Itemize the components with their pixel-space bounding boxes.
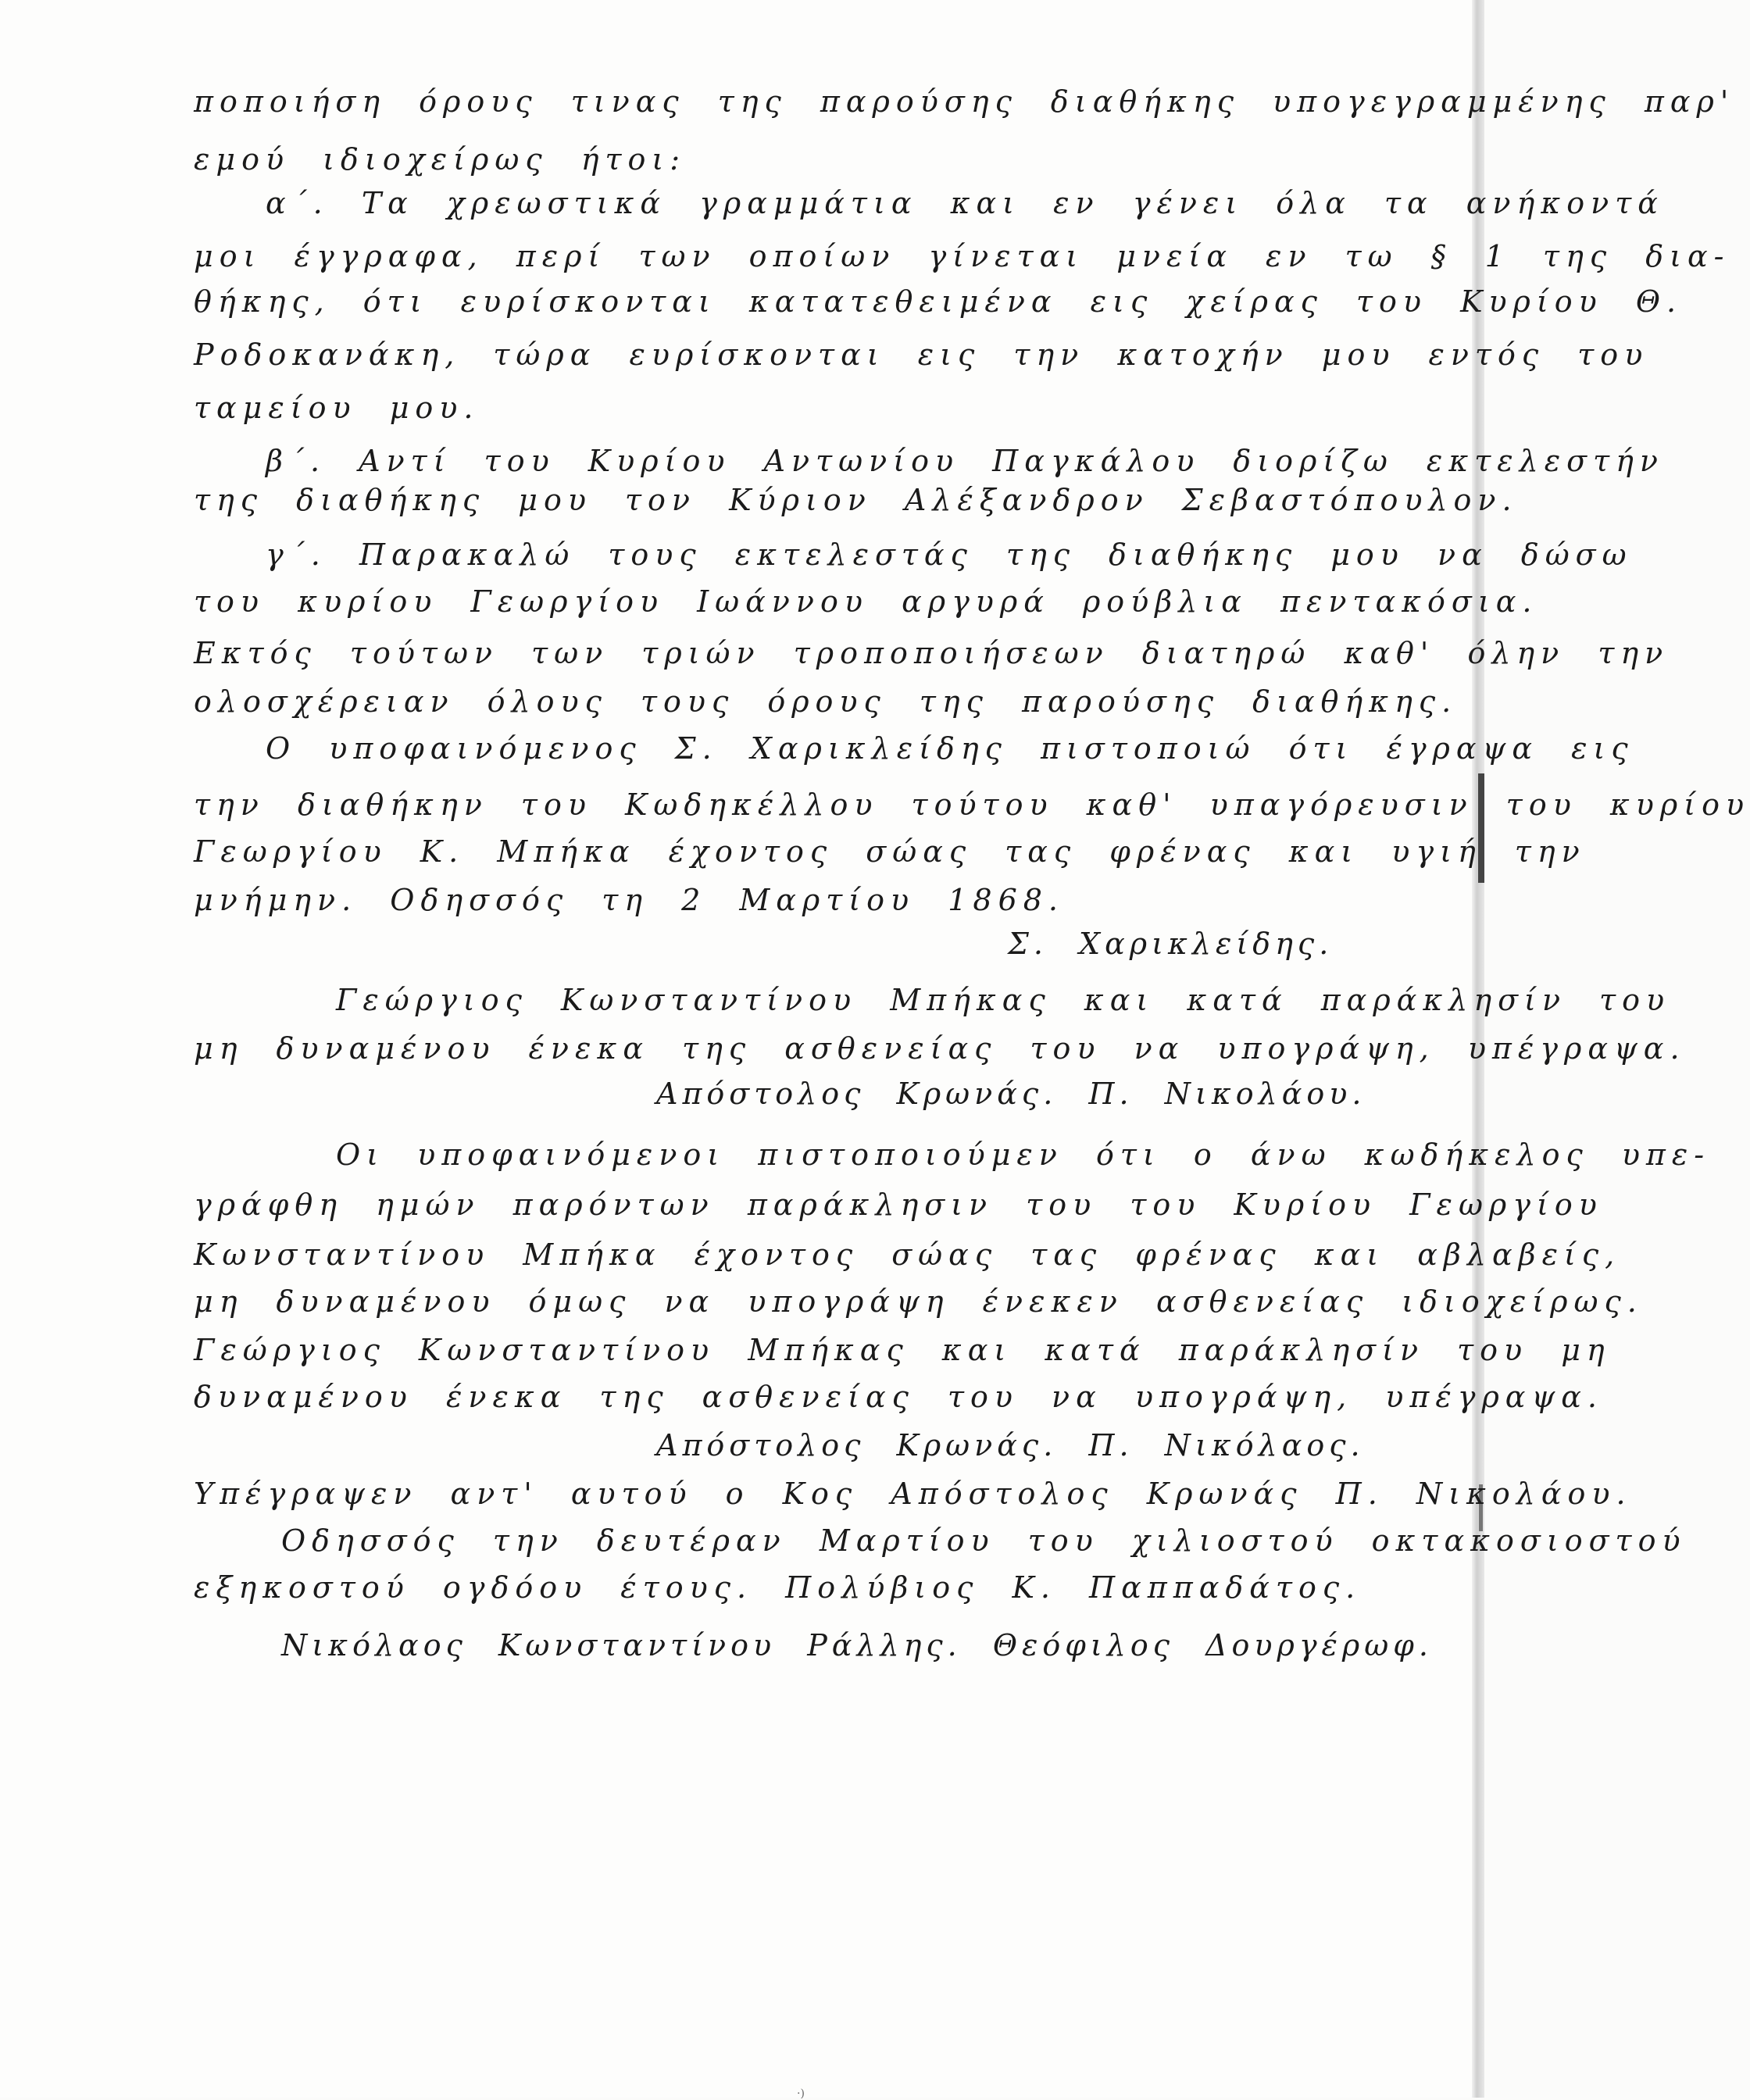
text-line: δυναμένου ένεκα της ασθενείας του να υπογράψη, υπέγραψα.	[194, 1380, 1603, 1414]
text-line: Γεώργιος Κωνσταντίνου Μπήκας και κατά παράκλησίν του	[336, 983, 1671, 1017]
text-line: ταμείου μου.	[194, 391, 480, 425]
text-line: μοι έγγραφα, περί των οποίων γίνεται μνεία εν τω § 1 της δια-	[194, 239, 1730, 273]
text-line: την διαθήκην του Κωδηκέλλου τούτου καθ' υπαγόρευσιν του κυρίου	[194, 788, 1750, 822]
text-line: Ροδοκανάκη, τώρα ευρίσκονται εις την κατοχήν μου εντός του	[194, 338, 1649, 372]
text-line: γράφθη ημών παρόντων παράκλησιν του του Κυρίου Γεωργίου	[194, 1188, 1603, 1222]
text-line: μνήμην. Οδησσός τη 2 Μαρτίου 1868.	[194, 883, 1065, 917]
text-line: Κωνσταντίνου Μπήκα έχοντος σώας τας φρένας και αβλαβείς,	[194, 1238, 1621, 1272]
text-line: της διαθήκης μου τον Κύριον Αλέξανδρον Σεβαστόπουλον.	[194, 483, 1518, 517]
text-line: ολοσχέρειαν όλους τους όρους της παρούσης διαθήκης.	[194, 684, 1458, 719]
signature-line: Απόστολος Κρωνάς. Π. Νικολάου.	[656, 1077, 1366, 1111]
text-line: ποποιήση όρους τινας της παρούσης διαθήκης υπογεγραμμένης παρ'	[194, 84, 1735, 119]
signature-line: Σ. Χαρικλείδης.	[1008, 927, 1334, 961]
text-line: β΄. Αντί του Κυρίου Αντωνίου Παγκάλου διορίζω εκτελεστήν	[266, 444, 1664, 478]
text-line: γ΄. Παρακαλώ τους εκτελεστάς της διαθήκης μου να δώσω	[266, 538, 1633, 572]
scan-artifact-mark: ·)	[797, 2088, 805, 2100]
text-line: θήκης, ότι ευρίσκονται κατατεθειμένα εις χείρας του Κυρίου Θ.	[194, 284, 1683, 319]
text-line: α΄. Τα χρεωστικά γραμμάτια και εν γένει όλα τα ανήκοντά	[266, 186, 1664, 220]
text-line: του κυρίου Γεωργίου Ιωάννου αργυρά ρούβλια πεντακόσια.	[194, 584, 1538, 619]
signature-line: Νικόλαος Κωνσταντίνου Ράλλης. Θεόφιλος Δουργέρωφ.	[281, 1628, 1433, 1662]
text-line: Οι υποφαινόμενοι πιστοποιούμεν ότι ο άνω κωδήκελος υπε-	[336, 1138, 1711, 1172]
text-line: Υπέγραψεν αντ' αυτού ο Κος Απόστολος Κρωνάς Π. Νικολάου.	[194, 1477, 1632, 1511]
text-line: Ο υποφαινόμενος Σ. Χαρικλείδης πιστοποιώ ότι έγραψα εις	[266, 731, 1634, 766]
text-line: Γεώργιος Κωνσταντίνου Μπήκας και κατά παράκλησίν του μη	[194, 1333, 1611, 1367]
text-line: Γεωργίου Κ. Μπήκα έχοντος σώας τας φρένας και υγιή την	[194, 834, 1586, 869]
signature-line: Απόστολος Κρωνάς. Π. Νικόλαος.	[656, 1428, 1365, 1462]
text-line: εμού ιδιοχείρως ήτοι:	[194, 142, 687, 177]
text-line: Εκτός τούτων των τριών τροποποιήσεων διατηρώ καθ' όλην την	[194, 636, 1670, 670]
text-line: Οδησσός την δευτέραν Μαρτίου του χιλιοστού οκτακοσιοστού	[281, 1523, 1687, 1558]
text-line: εξηκοστού ογδόου έτους. Πολύβιος Κ. Παππαδάτος.	[194, 1570, 1362, 1605]
text-line: μη δυναμένου όμως να υπογράψη ένεκεν ασθενείας ιδιοχείρως.	[194, 1284, 1643, 1319]
text-line: μη δυναμένου ένεκα της ασθενείας του να υπογράψη, υπέγραψα.	[194, 1031, 1686, 1066]
